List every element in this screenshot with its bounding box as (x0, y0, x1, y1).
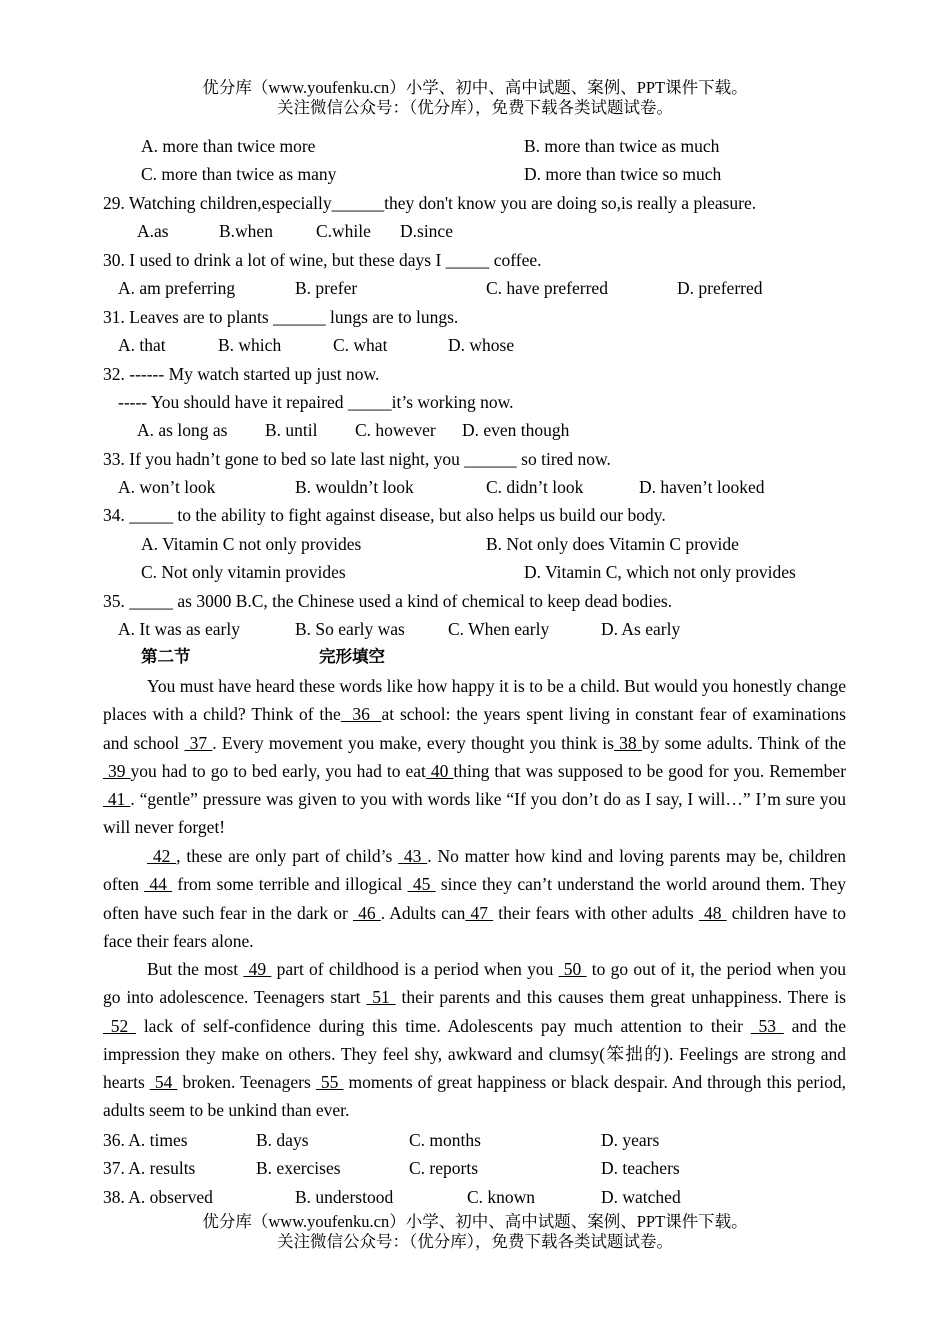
blank-43: 43 (398, 846, 428, 866)
q29-stem: 29. Watching children,especially______they don't know you are doing so,is really a pleasure. (103, 193, 757, 213)
q34-option-d: D. Vitamin C, which not only provides (524, 562, 796, 582)
blank-39: 39 (103, 760, 131, 781)
q28-option-d: D. more than twice so much (524, 164, 722, 184)
blank-44: 44 (144, 874, 173, 895)
q34-option-c: C. Not only vitamin provides (141, 562, 346, 582)
q33-option-b: B. wouldn’t look (295, 477, 414, 497)
q30-option-b: B. prefer (295, 278, 358, 298)
q33-option-c: C. didn’t look (486, 477, 584, 497)
blank-38: 38 (613, 732, 642, 753)
q34-option-b: B. Not only does Vitamin C provide (486, 534, 739, 554)
blank-46: 46 (352, 902, 381, 923)
q28-option-a: A. more than twice more (141, 136, 316, 156)
blank-47: 47 (465, 902, 494, 923)
q37-option-b: B. exercises (256, 1158, 341, 1178)
q38-option-d: D. watched (601, 1187, 681, 1207)
q35-option-c: C. When early (448, 619, 550, 639)
blank-52: 52 (103, 1015, 137, 1036)
q36-option-a: 36. A. times (103, 1130, 188, 1150)
blank-42: 42 (147, 846, 177, 866)
q35-option-b: B. So early was (295, 619, 405, 639)
blank-41: 41 (103, 789, 131, 810)
blank-51: 51 (366, 987, 396, 1008)
blank-45: 45 (407, 874, 436, 895)
q37-option-c: C. reports (409, 1158, 479, 1178)
blank-48: 48 (698, 902, 727, 923)
blank-49: 49 (243, 959, 272, 979)
q32-stem-1: 32. ------ My watch started up just now. (103, 364, 380, 384)
q32-option-b: B. until (265, 420, 318, 440)
q37-option-d: D. teachers (601, 1158, 680, 1178)
q28-option-b: B. more than twice as much (524, 136, 720, 156)
q36-option-d: D. years (601, 1130, 660, 1150)
q38-option-c: C. known (467, 1187, 536, 1207)
blank-40: 40 (425, 760, 454, 781)
header-line-1: 优分库（www.youfenku.cn）小学、初中、高中试题、案例、PPT课件下载。 (202, 78, 748, 97)
q30-option-a: A. am preferring (118, 278, 236, 298)
footer-line-1: 优分库（www.youfenku.cn）小学、初中、高中试题、案例、PPT课件下载。 (202, 1212, 748, 1231)
q36-option-b: B. days (256, 1130, 309, 1150)
q32-option-c: C. however (355, 420, 436, 440)
q29-option-a: A.as (137, 221, 169, 241)
blank-55: 55 (315, 1072, 344, 1093)
q38-option-a: 38. A. observed (103, 1187, 213, 1207)
cloze-paragraph-1: You must have heard these words like how happy it is to be a child. But would you honestly change places with a child? Think of the 36 at school: the years spent living in constant fear of examinations and school 37 . Every movement you make, every thought you think is 38 by some adults. Think of the 39 you had to go to bed early, you had to eat 40 thing that was supposed to be good for you. Remember 41 . “gentle” pressure was given to you with words like “If you don’t do as I say, I will…” I’m sure you will never forget! (103, 676, 847, 838)
q32-stem-2: ----- You should have it repaired _____it’s working now. (118, 392, 514, 412)
q31-option-b: B. which (218, 335, 282, 355)
q31-option-a: A. that (118, 335, 166, 355)
q35-option-a: A. It was as early (118, 619, 240, 639)
q37-option-a: 37. A. results (103, 1158, 196, 1178)
q33-option-a: A. won’t look (118, 477, 216, 497)
cloze-paragraph-2: 42 , these are only part of child’s 43 . No matter how kind and loving parents may be, children often 44 from some terrible and illogical 45 since they can’t understand the world around them. They often have such fear in the dark or 46 . Adults can 47 their fears with other adults 48 children have to face their fears alone. (103, 846, 847, 951)
q30-option-c: C. have preferred (486, 278, 608, 298)
q29-option-b: B.when (219, 221, 273, 241)
q34-option-a: A. Vitamin C not only provides (141, 534, 362, 554)
q35-option-d: D. As early (601, 619, 681, 639)
cloze-paragraph-3: But the most 49 part of childhood is a period when you 50 to go out of it, the period when you go into adolescence. Teenagers start 51 their parents and this causes them great unhappiness. There is 52 lack of self-confidence during this time. Adolescents pay much attention to their 53 and the impression they make on others. They feel shy, awkward and clumsy(笨拙的). Feelings are strong and hearts 54 broken. Teenagers 55 moments of great happiness or black despair. And through this period, adults seem to be unkind than ever. (103, 959, 847, 1121)
q30-stem: 30. I used to drink a lot of wine, but these days I _____ coffee. (103, 250, 542, 270)
q31-stem: 31. Leaves are to plants ______ lungs are to lungs. (103, 307, 459, 327)
blank-36: 36 (340, 704, 382, 725)
q33-stem: 33. If you hadn’t gone to bed so late last night, you ______ so tired now. (103, 449, 611, 469)
q33-option-d: D. haven’t looked (639, 477, 765, 497)
q29-option-c: C.while (316, 221, 371, 241)
q31-option-c: C. what (333, 335, 388, 355)
section-part: 第二节 (141, 647, 191, 666)
q32-option-a: A. as long as (137, 420, 228, 440)
q29-option-d: D.since (400, 221, 453, 241)
q32-option-d: D. even though (462, 420, 570, 440)
blank-53: 53 (750, 1015, 784, 1036)
blank-37: 37 (184, 732, 213, 753)
header-line-2: 关注微信公众号：（优分库），免费下载各类试题试卷。 (277, 98, 673, 117)
footer-line-2: 关注微信公众号：（优分库），免费下载各类试题试卷。 (277, 1232, 673, 1251)
q38-option-b: B. understood (295, 1187, 394, 1207)
blank-54: 54 (149, 1072, 178, 1093)
blank-50: 50 (558, 959, 587, 979)
q35-stem: 35. _____ as 3000 B.C, the Chinese used a kind of chemical to keep dead bodies. (103, 591, 673, 611)
q36-option-c: C. months (409, 1130, 481, 1150)
section-title: 完形填空 (319, 647, 385, 666)
q30-option-d: D. preferred (677, 278, 763, 298)
q31-option-d: D. whose (448, 335, 515, 355)
q28-option-c: C. more than twice as many (141, 164, 337, 184)
q34-stem: 34. _____ to the ability to fight against disease, but also helps us build our body. (103, 505, 666, 525)
